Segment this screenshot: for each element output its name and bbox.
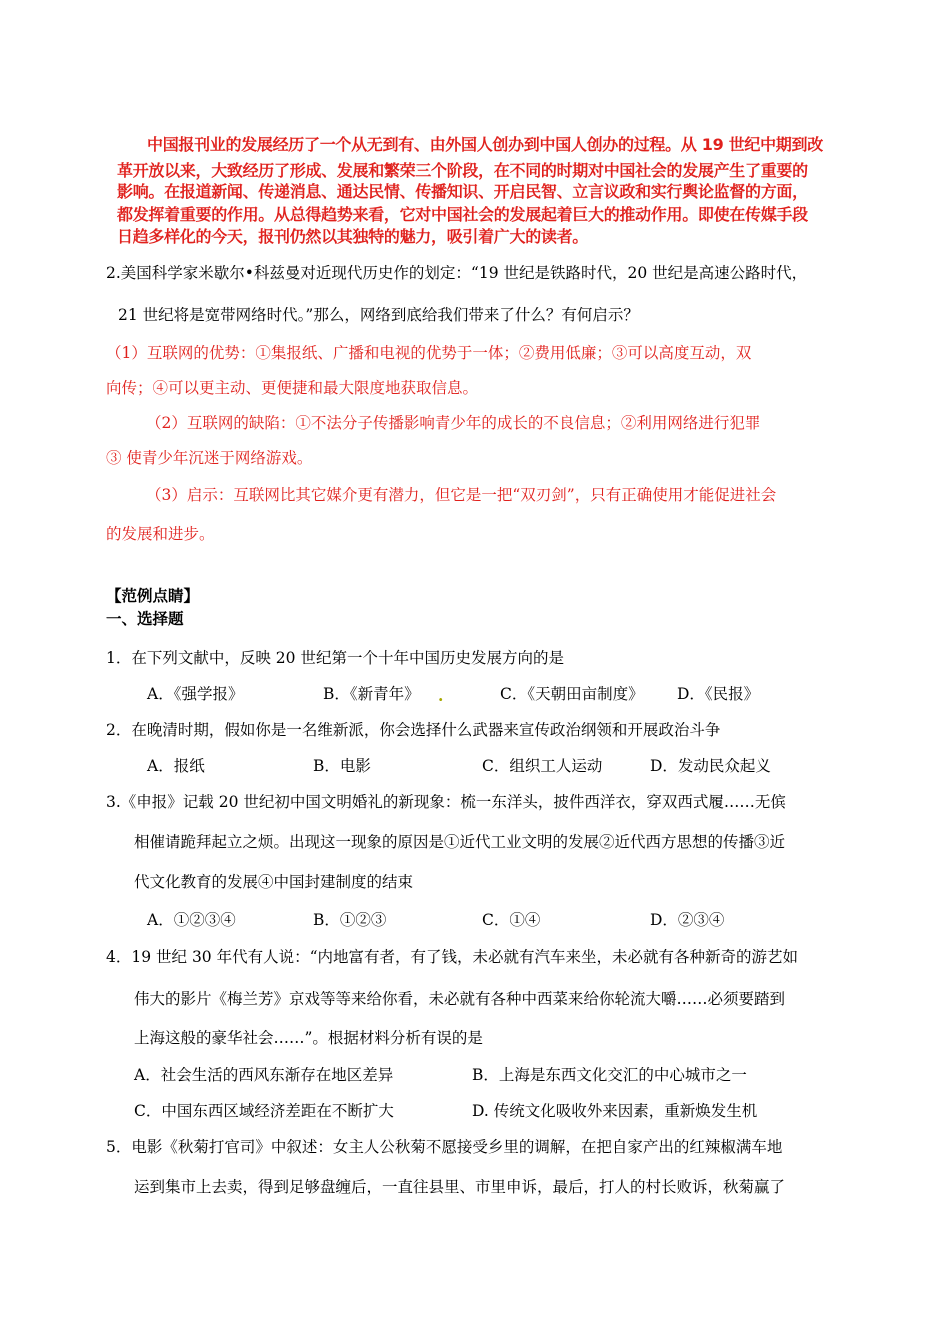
question-4-line-2: 伟大的影片《梅兰芳》京戏等等来给你看，未必就有各种中西菜来给你轮流大嚼……必须要踏到	[134, 990, 786, 1008]
question-4-line-3: 上海这般的豪华社会……”。根据材料分析有误的是	[134, 1029, 483, 1047]
question-2-option-b: B．电影	[313, 757, 371, 775]
question-1-option-c: C．《天朝田亩制度》	[500, 685, 644, 703]
essay-q2-line-2: 21 世纪将是宽带网络时代。”那么，网络到底给我们带来了什么？有何启示？	[118, 306, 639, 324]
question-4-option-b: B．上海是东西文化交汇的中心城市之一	[472, 1066, 747, 1084]
question-4-option-c: C．中国东西区域经济差距在不断扩大	[134, 1102, 394, 1120]
question-1-stem: 1．在下列文献中，反映 20 世纪第一个十年中国历史发展方向的是	[106, 649, 564, 667]
question-3-option-d: D．②③④	[650, 911, 725, 929]
question-5-line-1: 5．电影《秋菊打官司》中叙述：女主人公秋菊不愿接受乡里的调解，在把自家产出的红辣椒满车地	[106, 1138, 783, 1156]
passage-line-4: 都发挥着重要的作用。从总得趋势来看，它对中国社会的发展起着巨大的推动作用。即使在传媒手段	[117, 205, 808, 224]
question-1-option-b: B．《新青年》	[323, 685, 420, 703]
question-1-mark: .	[438, 686, 444, 705]
question-3-option-b: B．①②③	[313, 911, 387, 929]
question-2-option-d: D．发动民众起义	[650, 757, 771, 775]
passage-line-3: 影响。在报道新闻、传递消息、通达民情、传播知识、开启民智、立言议政和实行舆论监督的方面，	[117, 182, 808, 201]
question-3-line-2: 相催请跪拜起立之烦。出现这一现象的原因是①近代工业文明的发展②近代西方思想的传播③近	[134, 833, 786, 851]
question-4-option-d: D. 传统文化吸收外来因素，重新焕发生机	[472, 1102, 758, 1120]
question-2-option-c: C．组织工人运动	[482, 757, 603, 775]
answer-2-line-2: ③ 使青少年沉迷于网络游戏。	[106, 449, 313, 467]
answer-3-line-2: 的发展和进步。	[106, 525, 215, 543]
question-1-option-a: A．《强学报》	[147, 685, 244, 703]
answer-2-line-1: （2）互联网的缺陷：①不法分子传播影响青少年的成长的不良信息；②利用网络进行犯罪	[146, 414, 761, 432]
section-title: 【范例点睛】	[106, 587, 200, 605]
question-5-line-2: 运到集市上去卖，得到足够盘缠后，一直往县里、市里申诉，最后，打人的村长败诉，秋菊赢了	[134, 1178, 786, 1196]
answer-3-line-1: （3）启示：互联网比其它媒介更有潜力，但它是一把“双刃剑”，只有正确使用才能促进社会	[146, 486, 777, 504]
essay-q2-line-1: 2.美国科学家米歇尔•科兹曼对近现代历史作的划定：“19 世纪是铁路时代，20 世纪是高速公路时代，	[106, 264, 808, 282]
question-2-option-a: A．报纸	[147, 757, 205, 775]
answer-1-line-1: （1）互联网的优势：①集报纸、广播和电视的优势于一体；②费用低廉；③可以高度互动，双	[106, 344, 752, 362]
answer-1-line-2: 向传；④可以更主动、更便捷和最大限度地获取信息。	[106, 379, 479, 397]
question-2-stem: 2．在晚清时期，假如你是一名维新派，你会选择什么武器来宣传政治纲领和开展政治斗争	[106, 721, 721, 739]
passage-line-2: 革开放以来，大致经历了形成、发展和繁荣三个阶段，在不同的时期对中国社会的发展产生了重要的	[117, 161, 808, 180]
question-3-option-c: C．①④	[482, 911, 541, 929]
question-3-line-3: 代文化教育的发展④中国封建制度的结束	[134, 873, 414, 891]
passage-line-1: 中国报刊业的发展经历了一个从无到有、由外国人创办到中国人创办的过程。从 19 世纪中期到改	[147, 135, 823, 154]
passage-line-5: 日趋多样化的今天，报刊仍然以其独特的魅力，吸引着广大的读者。	[117, 227, 589, 246]
question-3-line-1: 3.《申报》记载 20 世纪初中国文明婚礼的新现象：梳一东洋头，披件西洋衣，穿双西式履……无傧	[106, 793, 786, 811]
section-subtitle: 一、选择题	[106, 610, 184, 628]
question-3-option-a: A．①②③④	[147, 911, 236, 929]
question-4-option-a: A．社会生活的西风东渐存在地区差异	[134, 1066, 394, 1084]
question-1-option-d: D．《民报》	[677, 685, 760, 703]
question-4-line-1: 4．19 世纪 30 年代有人说：“内地富有者，有了钱，未必就有汽车来坐，未必就有各种新奇的游艺如	[106, 948, 799, 966]
